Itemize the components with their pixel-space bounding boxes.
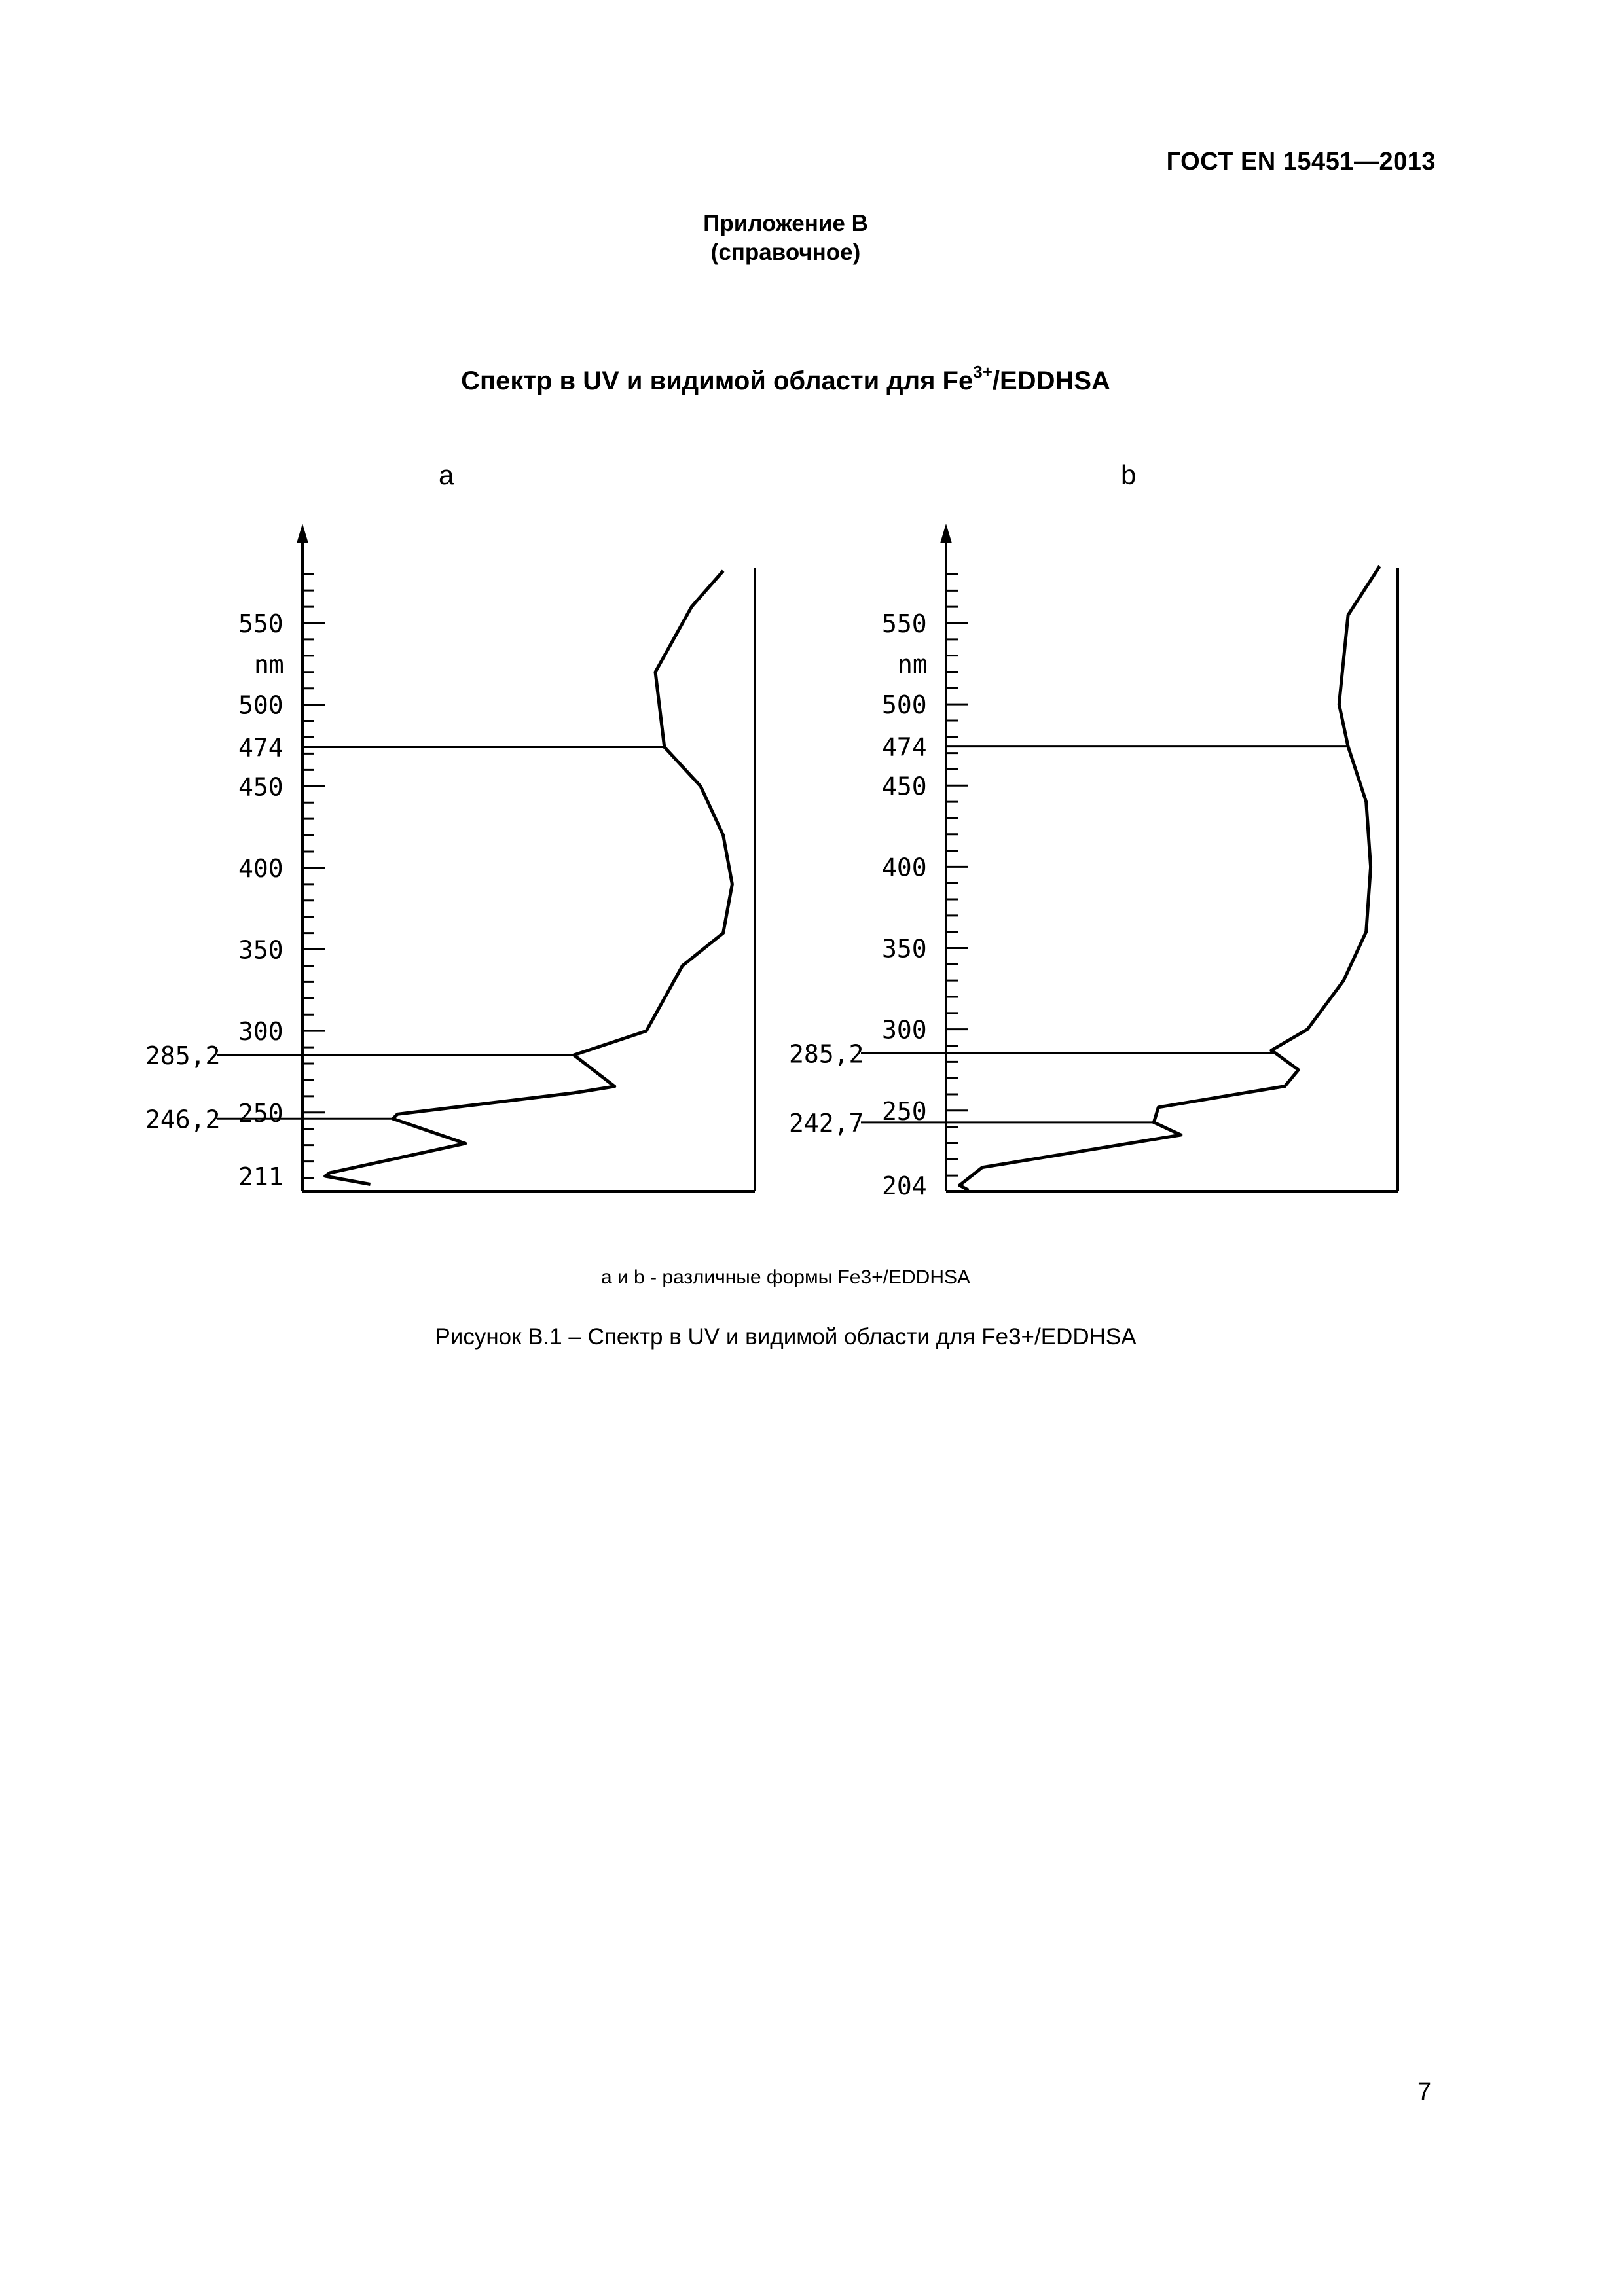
y-axis-arrow (297, 524, 308, 543)
y-tick-label: 550 (882, 609, 927, 638)
peak-label: 246,2 (145, 1105, 221, 1134)
y-tick-label: 450 (882, 772, 927, 801)
y-tick-label: 450 (238, 772, 283, 802)
spectrum-curve (960, 566, 1380, 1190)
y-tick-label: 300 (882, 1015, 927, 1045)
figure-title-prefix: Спектр в UV и видимой области для Fe (461, 367, 974, 395)
y-tick-label: 400 (882, 853, 927, 882)
y-tick-label: 250 (882, 1096, 927, 1126)
y-tick-label: 474 (238, 733, 283, 762)
peak-label: 242,7 (789, 1108, 864, 1138)
figure-title-suffix: /EDDHSA (992, 367, 1110, 395)
annex-title: Приложение В (703, 211, 868, 236)
y-axis-unit-label: nm (254, 650, 284, 679)
figure-subcaption: a и b - различные формы Fe3+/EDDHSA (600, 1266, 971, 1288)
y-tick-label: 211 (238, 1162, 283, 1191)
chart-title: b (1121, 459, 1137, 490)
chart-panel-b (789, 459, 1398, 1200)
peak-label: 285,2 (789, 1039, 864, 1069)
y-tick-label: 400 (238, 853, 283, 883)
page-number: 7 (1417, 2078, 1432, 2106)
chart-title: a (439, 459, 454, 490)
y-tick-label: 350 (238, 935, 283, 965)
spectrum-curve (325, 571, 733, 1184)
document-code: ГОСТ EN 15451—2013 (1166, 148, 1436, 175)
chart-panel-a (145, 459, 755, 1191)
y-tick-label: 300 (238, 1017, 283, 1047)
annex-type: (справочное) (710, 240, 861, 265)
y-tick-label: 250 (238, 1098, 283, 1128)
y-tick-label: 500 (238, 691, 283, 720)
peak-label: 285,2 (145, 1041, 221, 1071)
y-axis-arrow (940, 524, 952, 543)
figure-caption: Рисунок В.1 – Спектр в UV и видимой области для Fe3+/EDDHSA (435, 1324, 1137, 1350)
y-tick-label: 500 (882, 691, 927, 720)
figure-title-superscript: 3+ (973, 362, 993, 382)
y-tick-label: 550 (238, 609, 283, 638)
y-axis-unit-label: nm (898, 650, 928, 679)
y-tick-label: 474 (882, 732, 927, 762)
y-tick-label: 350 (882, 934, 927, 963)
y-tick-label: 204 (882, 1172, 927, 1200)
